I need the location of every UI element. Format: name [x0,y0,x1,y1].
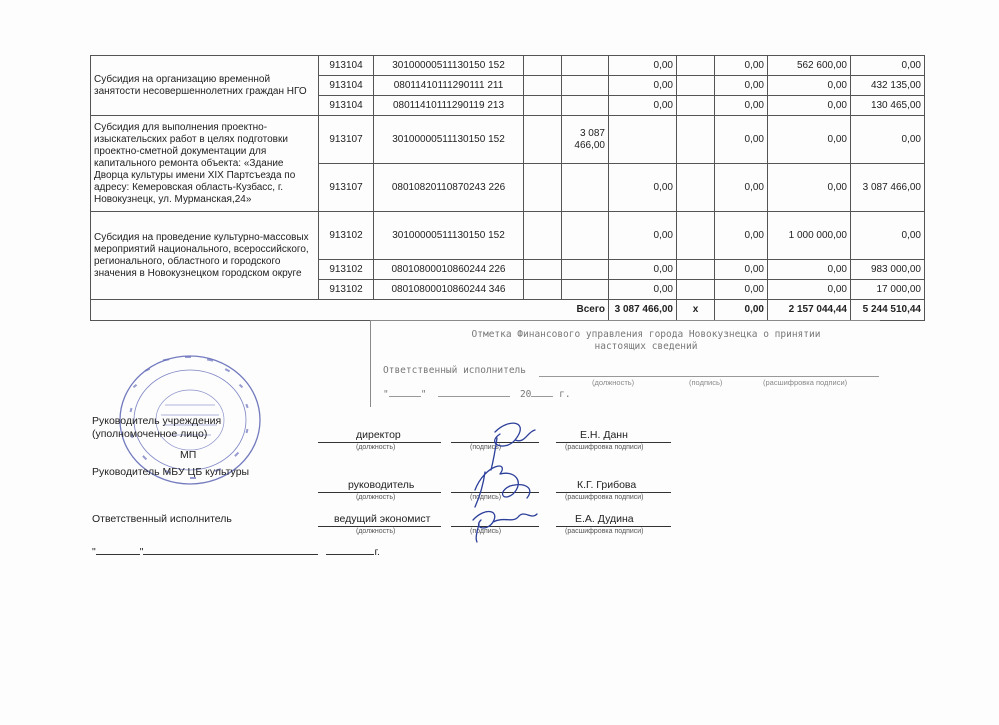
cb-cap-signature: (подпись) [470,494,502,501]
finance-approval-box [370,320,880,407]
cell-kbk: 08010800010860244 226 [374,260,524,280]
cell-c4 [524,56,562,76]
cb-position-line [318,492,441,493]
cb-position: руководитель [348,479,415,491]
finance-date-year-suffix: г. [559,389,571,400]
cell-v4: 130 465,00 [851,96,925,116]
cell-c4 [524,164,562,212]
total-c6: x [677,300,715,321]
finance-box-title-line1: Отметка Финансового управления города Новокузнецка о принятии [471,329,821,340]
cell-v2: 0,00 [715,260,768,280]
cell-v1: 0,00 [609,280,677,300]
head-cap-signature: (подпись) [470,444,502,451]
cell-v2: 0,00 [715,96,768,116]
cell-c7 [677,116,715,164]
cell-code: 913107 [319,116,374,164]
cell-v4: 983 000,00 [851,260,925,280]
resp-cap-decoding: (расшифровка подписи) [565,528,644,535]
cell-v3: 0,00 [768,76,851,96]
finance-date [383,389,571,400]
cell-v1: 0,00 [609,212,677,260]
cell-c7 [677,76,715,96]
table-row [91,116,925,164]
cell-c4 [524,96,562,116]
finance-responsible-line [539,376,879,377]
cell-v1 [609,116,677,164]
table-row [91,212,925,260]
cell-v4: 17 000,00 [851,280,925,300]
cell-v4: 0,00 [851,116,925,164]
cell-kbk: 08011410111290111 211 [374,76,524,96]
cb-name: К.Г. Грибова [577,479,637,491]
resp-name: Е.А. Дудина [575,513,634,525]
total-v3: 2 157 044,44 [768,300,851,321]
head-cap-position: (должность) [356,444,396,451]
cell-code: 913107 [319,164,374,212]
cell-kbk: 30100000511130150 152 [374,116,524,164]
cell-c7 [677,212,715,260]
resp-cap-position: (должность) [356,528,396,535]
finance-cap-signature: (подпись) [689,378,723,387]
head-cap-decoding: (расшифровка подписи) [565,444,644,451]
cell-v2: 0,00 [715,164,768,212]
head-label-sub: (уполномоченное лицо) [92,428,208,440]
cell-c5 [562,212,609,260]
cell-code: 913102 [319,280,374,300]
cell-v1: 0,00 [609,56,677,76]
head-position-line [318,442,441,443]
cell-kbk: 08010820110870243 226 [374,164,524,212]
cell-c5 [562,164,609,212]
finance-box-title [446,329,846,353]
cell-v2: 0,00 [715,116,768,164]
cb-name-line [556,492,671,493]
cell-code: 913104 [319,56,374,76]
resp-label: Ответственный исполнитель [92,513,232,525]
cell-v3: 1 000 000,00 [768,212,851,260]
cb-label: Руководитель МБУ ЦБ культуры [92,466,250,478]
total-row [91,300,925,321]
signature-date [92,546,380,558]
total-v4: 5 244 510,44 [851,300,925,321]
cell-c7 [677,96,715,116]
cell-c4 [524,260,562,280]
cell-v4: 0,00 [851,56,925,76]
finance-date-year: 20 [519,389,532,400]
cell-kbk: 30100000511130150 152 [374,56,524,76]
row-description: Субсидия для выполнения проектно-изыскательских работ в целях подготовки проектно-сметной документации для капитального ремонта объекта: «Здание Дворца культуры имени XIX Партсъезда по адресу: Кемеровская область-Кузбасс, г. Новокузнецк, ул. Мурманская,24» [91,116,319,212]
resp-cap-signature: (подпись) [470,528,502,535]
head-label: Руководитель учреждения [92,415,222,427]
cell-c7 [677,56,715,76]
date-quote-open: " [92,546,96,558]
cell-kbk: 30100000511130150 152 [374,212,524,260]
mp-mark: МП [180,449,197,461]
cell-v1: 0,00 [609,164,677,212]
cell-v1: 0,00 [609,260,677,280]
cell-code: 913102 [319,260,374,280]
resp-position: ведущий экономист [334,513,431,525]
cell-c4 [524,76,562,96]
finance-cap-position: (должность) [592,378,635,387]
resp-name-line [556,526,671,527]
finance-cap-decoding: (расшифровка подписи) [763,378,848,387]
cell-v1: 0,00 [609,96,677,116]
cell-v3: 0,00 [768,96,851,116]
cell-c7 [677,280,715,300]
date-year-suffix: г. [374,546,380,558]
finance-date-quote-close: " [420,389,427,400]
head-position: директор [356,429,401,441]
cell-c5 [562,260,609,280]
cell-c7 [677,164,715,212]
resp-position-line [318,526,441,527]
date-quote-close: " [139,546,144,558]
cell-kbk: 08010800010860244 346 [374,280,524,300]
head-name-line [556,442,671,443]
handwritten-signatures [455,412,565,547]
row-description: Субсидия на проведение культурно-массовых мероприятий национального, всероссийского, регионального, областного и городского значения в Новокузнецком городском округе [91,212,319,300]
cell-v4: 0,00 [851,212,925,260]
cb-cap-decoding: (расшифровка подписи) [565,494,644,501]
cell-v2: 0,00 [715,212,768,260]
cell-v4: 432 135,00 [851,76,925,96]
subsidy-table [90,55,925,321]
total-v2: 0,00 [715,300,768,321]
cell-v3: 0,00 [768,164,851,212]
cell-v3: 0,00 [768,280,851,300]
cb-cap-position: (должность) [356,494,396,501]
cell-c5 [562,56,609,76]
row-description: Субсидия на организацию временной занятости несовершеннолетних граждан НГО [91,56,319,116]
cell-code: 913104 [319,76,374,96]
cell-v2: 0,00 [715,56,768,76]
finance-date-quote-open: " [383,389,389,400]
finance-box-title-line2: настоящих сведений [594,341,698,352]
cell-v3: 0,00 [768,116,851,164]
finance-responsible-label: Ответственный исполнитель [383,365,526,376]
cell-v3: 0,00 [768,260,851,280]
cell-v2: 0,00 [715,280,768,300]
cell-c5 [562,280,609,300]
cell-v4: 3 087 466,00 [851,164,925,212]
cell-kbk: 08011410111290119 213 [374,96,524,116]
cell-code: 913104 [319,96,374,116]
total-c5: 3 087 466,00 [609,300,677,321]
cell-c4 [524,280,562,300]
cell-c5 [562,96,609,116]
cell-v3: 562 600,00 [768,56,851,76]
cell-c4 [524,116,562,164]
cell-v2: 0,00 [715,76,768,96]
cell-code: 913102 [319,212,374,260]
total-label: Всего [91,300,609,321]
table-row [91,56,925,76]
cell-c5: 3 087 466,00 [562,116,609,164]
head-name: Е.Н. Данн [580,429,628,441]
cell-c7 [677,260,715,280]
cell-v1: 0,00 [609,76,677,96]
cell-c5 [562,76,609,96]
cell-c4 [524,212,562,260]
